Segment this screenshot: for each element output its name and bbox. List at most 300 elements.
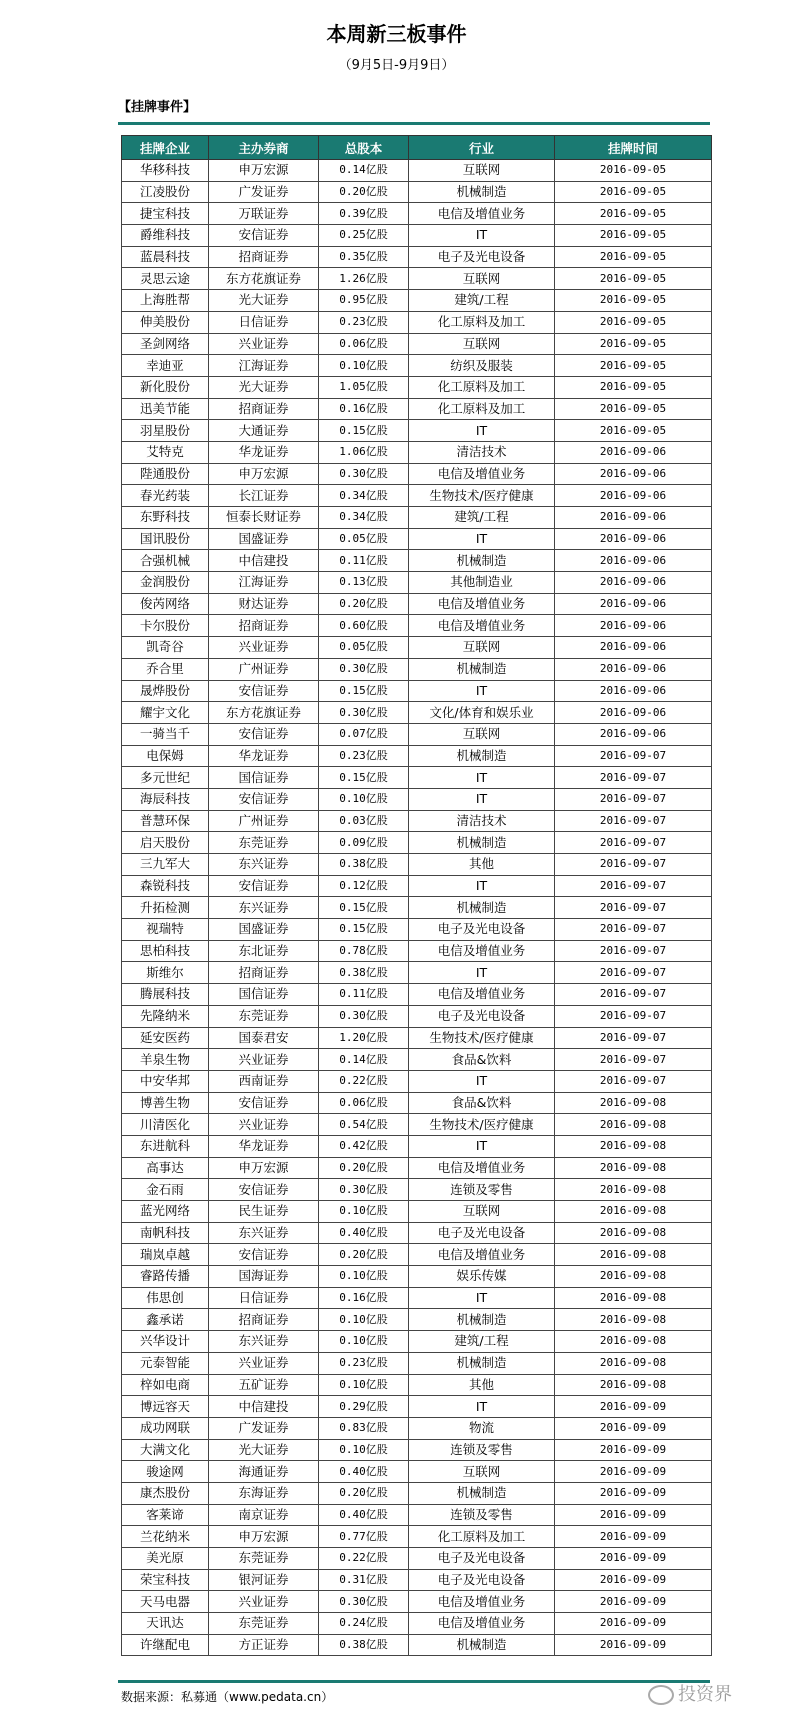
cell-date: 2016-09-08 xyxy=(555,1201,712,1223)
table-row xyxy=(122,160,712,182)
cell-date: 2016-09-05 xyxy=(555,420,712,442)
cell-company: 斯维尔 xyxy=(122,962,209,984)
table-row xyxy=(122,1396,712,1418)
cell-industry: 电子及光电设备 xyxy=(409,246,555,268)
header-company: 挂牌企业 xyxy=(122,136,209,160)
cell-industry: 机械制造 xyxy=(409,897,555,919)
cell-date: 2016-09-07 xyxy=(555,984,712,1006)
cell-industry: 互联网 xyxy=(409,268,555,290)
cell-industry: 互联网 xyxy=(409,1201,555,1223)
cell-date: 2016-09-05 xyxy=(555,181,712,203)
cell-date: 2016-09-07 xyxy=(555,745,712,767)
cell-broker: 招商证券 xyxy=(209,615,319,637)
table-row xyxy=(122,1374,712,1396)
table-row xyxy=(122,1461,712,1483)
table-row xyxy=(122,355,712,377)
cell-shares: 0.30亿股 xyxy=(319,1005,409,1027)
cell-shares: 0.40亿股 xyxy=(319,1504,409,1526)
cell-shares: 0.06亿股 xyxy=(319,333,409,355)
cell-broker: 招商证券 xyxy=(209,246,319,268)
cell-shares: 0.60亿股 xyxy=(319,615,409,637)
table-row xyxy=(122,897,712,919)
cell-date: 2016-09-05 xyxy=(555,160,712,182)
cell-date: 2016-09-06 xyxy=(555,463,712,485)
cell-industry: 电子及光电设备 xyxy=(409,1548,555,1570)
cell-company: 大满文化 xyxy=(122,1439,209,1461)
cell-date: 2016-09-05 xyxy=(555,268,712,290)
cell-shares: 0.11亿股 xyxy=(319,550,409,572)
table-row xyxy=(122,1027,712,1049)
cell-broker: 兴业证券 xyxy=(209,333,319,355)
cell-broker: 国信证券 xyxy=(209,984,319,1006)
cell-broker: 光大证券 xyxy=(209,290,319,312)
table-row xyxy=(122,203,712,225)
cell-shares: 0.03亿股 xyxy=(319,810,409,832)
cell-company: 江凌股份 xyxy=(122,181,209,203)
cell-date: 2016-09-07 xyxy=(555,810,712,832)
cell-shares: 0.05亿股 xyxy=(319,637,409,659)
table-row xyxy=(122,702,712,724)
cell-date: 2016-09-06 xyxy=(555,658,712,680)
cell-shares: 0.15亿股 xyxy=(319,919,409,941)
cell-industry: 其他 xyxy=(409,1374,555,1396)
cell-shares: 0.20亿股 xyxy=(319,181,409,203)
cell-date: 2016-09-09 xyxy=(555,1591,712,1613)
table-row xyxy=(122,1504,712,1526)
cell-shares: 0.34亿股 xyxy=(319,485,409,507)
cell-shares: 0.24亿股 xyxy=(319,1613,409,1635)
cell-shares: 0.30亿股 xyxy=(319,658,409,680)
cell-industry: 连锁及零售 xyxy=(409,1504,555,1526)
cell-industry: 电信及增值业务 xyxy=(409,1244,555,1266)
cell-company: 启天股份 xyxy=(122,832,209,854)
cell-shares: 0.15亿股 xyxy=(319,420,409,442)
cell-broker: 长江证券 xyxy=(209,485,319,507)
cell-company: 蓝晨科技 xyxy=(122,246,209,268)
cell-broker: 广发证券 xyxy=(209,181,319,203)
cell-broker: 西南证券 xyxy=(209,1070,319,1092)
cell-date: 2016-09-06 xyxy=(555,615,712,637)
table-row xyxy=(122,962,712,984)
cell-industry: IT xyxy=(409,962,555,984)
cell-broker: 广州证券 xyxy=(209,658,319,680)
cell-shares: 1.20亿股 xyxy=(319,1027,409,1049)
table-row xyxy=(122,940,712,962)
table-row xyxy=(122,1352,712,1374)
cell-company: 博善生物 xyxy=(122,1092,209,1114)
table-row xyxy=(122,832,712,854)
cell-shares: 0.29亿股 xyxy=(319,1396,409,1418)
cell-date: 2016-09-09 xyxy=(555,1504,712,1526)
cell-date: 2016-09-05 xyxy=(555,333,712,355)
table-row xyxy=(122,398,712,420)
cell-company: 春光药装 xyxy=(122,485,209,507)
cell-shares: 0.14亿股 xyxy=(319,160,409,182)
table-row xyxy=(122,311,712,333)
cell-company: 兰花纳米 xyxy=(122,1526,209,1548)
cell-broker: 东兴证券 xyxy=(209,854,319,876)
table-row xyxy=(122,1526,712,1548)
cell-industry: IT xyxy=(409,1396,555,1418)
table-row xyxy=(122,1092,712,1114)
cell-date: 2016-09-07 xyxy=(555,1027,712,1049)
cell-date: 2016-09-06 xyxy=(555,680,712,702)
cell-broker: 华龙证券 xyxy=(209,745,319,767)
cell-industry: 机械制造 xyxy=(409,1352,555,1374)
watermark xyxy=(648,1680,732,1706)
cell-date: 2016-09-06 xyxy=(555,485,712,507)
cell-company: 博远容天 xyxy=(122,1396,209,1418)
cell-industry: 互联网 xyxy=(409,333,555,355)
cell-date: 2016-09-09 xyxy=(555,1613,712,1635)
cell-shares: 0.39亿股 xyxy=(319,203,409,225)
cell-date: 2016-09-08 xyxy=(555,1092,712,1114)
cell-industry: 纺织及服装 xyxy=(409,355,555,377)
cell-company: 骏途网 xyxy=(122,1461,209,1483)
section-label: 【挂牌事件】 xyxy=(118,100,197,115)
cell-company: 凯奇谷 xyxy=(122,637,209,659)
cell-industry: 电子及光电设备 xyxy=(409,1569,555,1591)
cell-company: 合强机械 xyxy=(122,550,209,572)
cell-industry: 电子及光电设备 xyxy=(409,1222,555,1244)
cell-industry: 电信及增值业务 xyxy=(409,940,555,962)
cell-company: 三九军大 xyxy=(122,854,209,876)
table-row xyxy=(122,984,712,1006)
cell-broker: 招商证券 xyxy=(209,398,319,420)
cell-date: 2016-09-07 xyxy=(555,767,712,789)
cell-date: 2016-09-06 xyxy=(555,702,712,724)
cell-shares: 0.23亿股 xyxy=(319,311,409,333)
cell-company: 俊芮网络 xyxy=(122,593,209,615)
cell-company: 晟烨股份 xyxy=(122,680,209,702)
cell-shares: 0.07亿股 xyxy=(319,723,409,745)
table-row xyxy=(122,680,712,702)
table-row xyxy=(122,376,712,398)
page-subtitle: （9月5日-9月9日） xyxy=(338,58,455,73)
cell-industry: IT xyxy=(409,788,555,810)
cell-broker: 中信建投 xyxy=(209,1396,319,1418)
watermark-text: 投资界 xyxy=(678,1684,732,1705)
cell-broker: 安信证券 xyxy=(209,1179,319,1201)
cell-shares: 0.38亿股 xyxy=(319,1634,409,1656)
cell-date: 2016-09-06 xyxy=(555,528,712,550)
cell-date: 2016-09-07 xyxy=(555,1005,712,1027)
table-row xyxy=(122,723,712,745)
cell-date: 2016-09-05 xyxy=(555,290,712,312)
cell-shares: 0.38亿股 xyxy=(319,854,409,876)
cell-broker: 兴业证券 xyxy=(209,1352,319,1374)
cell-industry: 电信及增值业务 xyxy=(409,615,555,637)
table-row xyxy=(122,1439,712,1461)
cell-broker: 安信证券 xyxy=(209,788,319,810)
cell-shares: 0.10亿股 xyxy=(319,1201,409,1223)
table-row xyxy=(122,593,712,615)
cell-shares: 0.16亿股 xyxy=(319,398,409,420)
cell-broker: 恒泰长财证券 xyxy=(209,507,319,529)
cell-broker: 大通证券 xyxy=(209,420,319,442)
table-row xyxy=(122,290,712,312)
cell-industry: 机械制造 xyxy=(409,745,555,767)
cell-industry: 机械制造 xyxy=(409,181,555,203)
cell-industry: 食品&饮料 xyxy=(409,1092,555,1114)
table-row xyxy=(122,615,712,637)
cell-broker: 安信证券 xyxy=(209,225,319,247)
cell-company: 海辰科技 xyxy=(122,788,209,810)
cell-industry: 建筑/工程 xyxy=(409,290,555,312)
cell-date: 2016-09-09 xyxy=(555,1482,712,1504)
cell-broker: 招商证券 xyxy=(209,1309,319,1331)
table-row xyxy=(122,441,712,463)
cell-company: 南帆科技 xyxy=(122,1222,209,1244)
cell-broker: 日信证券 xyxy=(209,311,319,333)
header-shares: 总股本 xyxy=(319,136,409,160)
cell-broker: 银河证券 xyxy=(209,1569,319,1591)
cell-broker: 国盛证券 xyxy=(209,919,319,941)
table-row xyxy=(122,420,712,442)
cell-date: 2016-09-07 xyxy=(555,832,712,854)
listing-table xyxy=(121,135,712,1656)
cell-industry: IT xyxy=(409,1287,555,1309)
cell-date: 2016-09-07 xyxy=(555,1070,712,1092)
cell-broker: 安信证券 xyxy=(209,680,319,702)
cell-company: 视瑞特 xyxy=(122,919,209,941)
cell-company: 瑞岚卓越 xyxy=(122,1244,209,1266)
table-row xyxy=(122,1309,712,1331)
cell-shares: 0.35亿股 xyxy=(319,246,409,268)
cell-shares: 0.34亿股 xyxy=(319,507,409,529)
cell-shares: 0.15亿股 xyxy=(319,680,409,702)
cell-industry: IT xyxy=(409,528,555,550)
cell-broker: 广州证券 xyxy=(209,810,319,832)
cell-broker: 申万宏源 xyxy=(209,1526,319,1548)
cell-industry: 互联网 xyxy=(409,1461,555,1483)
cell-company: 卡尔股份 xyxy=(122,615,209,637)
cell-industry: 清洁技术 xyxy=(409,441,555,463)
cell-company: 羊泉生物 xyxy=(122,1049,209,1071)
cell-company: 延安医药 xyxy=(122,1027,209,1049)
cell-shares: 0.23亿股 xyxy=(319,1352,409,1374)
cell-date: 2016-09-06 xyxy=(555,723,712,745)
cell-broker: 光大证券 xyxy=(209,376,319,398)
cell-broker: 申万宏源 xyxy=(209,1157,319,1179)
table-row xyxy=(122,1613,712,1635)
cell-shares: 0.20亿股 xyxy=(319,1482,409,1504)
table-row xyxy=(122,485,712,507)
cell-company: 普慧环保 xyxy=(122,810,209,832)
cell-broker: 安信证券 xyxy=(209,875,319,897)
table-row xyxy=(122,875,712,897)
cell-shares: 0.38亿股 xyxy=(319,962,409,984)
cell-company: 电保姆 xyxy=(122,745,209,767)
cell-company: 灵思云途 xyxy=(122,268,209,290)
cell-date: 2016-09-07 xyxy=(555,1049,712,1071)
table-row xyxy=(122,658,712,680)
cell-company: 天马电器 xyxy=(122,1591,209,1613)
cell-broker: 兴业证券 xyxy=(209,1114,319,1136)
source-note: 数据来源：私募通（www.pedata.cn） xyxy=(121,1690,334,1704)
table-row xyxy=(122,1591,712,1613)
cell-industry: 电信及增值业务 xyxy=(409,1613,555,1635)
cell-broker: 招商证券 xyxy=(209,962,319,984)
cell-shares: 0.10亿股 xyxy=(319,1374,409,1396)
cell-industry: 机械制造 xyxy=(409,658,555,680)
cell-industry: 连锁及零售 xyxy=(409,1439,555,1461)
cell-broker: 财达证券 xyxy=(209,593,319,615)
cell-company: 伟思创 xyxy=(122,1287,209,1309)
cell-industry: 生物技术/医疗健康 xyxy=(409,1027,555,1049)
cell-shares: 0.13亿股 xyxy=(319,572,409,594)
cell-date: 2016-09-06 xyxy=(555,441,712,463)
cell-date: 2016-09-09 xyxy=(555,1461,712,1483)
cell-broker: 方正证券 xyxy=(209,1634,319,1656)
cell-broker: 中信建投 xyxy=(209,550,319,572)
cell-industry: 电信及增值业务 xyxy=(409,203,555,225)
table-row xyxy=(122,1266,712,1288)
cell-shares: 0.10亿股 xyxy=(319,1309,409,1331)
cell-date: 2016-09-05 xyxy=(555,355,712,377)
cell-company: 新化股份 xyxy=(122,376,209,398)
cell-shares: 0.78亿股 xyxy=(319,940,409,962)
cell-date: 2016-09-08 xyxy=(555,1135,712,1157)
cell-company: 先隆纳米 xyxy=(122,1005,209,1027)
cell-broker: 东兴证券 xyxy=(209,897,319,919)
table-row xyxy=(122,1179,712,1201)
cell-broker: 东兴证券 xyxy=(209,1331,319,1353)
cell-shares: 0.23亿股 xyxy=(319,745,409,767)
cell-date: 2016-09-08 xyxy=(555,1374,712,1396)
table-row xyxy=(122,1244,712,1266)
cell-broker: 江海证券 xyxy=(209,355,319,377)
cell-company: 金石雨 xyxy=(122,1179,209,1201)
cell-company: 陛通股份 xyxy=(122,463,209,485)
cell-shares: 0.10亿股 xyxy=(319,1331,409,1353)
cell-company: 川清医化 xyxy=(122,1114,209,1136)
cell-industry: 互联网 xyxy=(409,637,555,659)
table-row xyxy=(122,1222,712,1244)
cell-broker: 民生证券 xyxy=(209,1201,319,1223)
cell-industry: 连锁及零售 xyxy=(409,1179,555,1201)
cell-date: 2016-09-07 xyxy=(555,940,712,962)
table-body xyxy=(122,160,712,1656)
cell-industry: 食品&饮料 xyxy=(409,1049,555,1071)
cell-broker: 广发证券 xyxy=(209,1417,319,1439)
cell-shares: 0.15亿股 xyxy=(319,767,409,789)
cell-date: 2016-09-05 xyxy=(555,246,712,268)
cell-shares: 0.10亿股 xyxy=(319,1439,409,1461)
cell-broker: 国信证券 xyxy=(209,767,319,789)
cell-shares: 1.05亿股 xyxy=(319,376,409,398)
cell-date: 2016-09-07 xyxy=(555,788,712,810)
cell-company: 荣宝科技 xyxy=(122,1569,209,1591)
top-divider xyxy=(118,122,710,125)
cell-broker: 兴业证券 xyxy=(209,637,319,659)
table-row xyxy=(122,788,712,810)
table-row xyxy=(122,268,712,290)
cell-industry: 电信及增值业务 xyxy=(409,593,555,615)
table-row xyxy=(122,1331,712,1353)
cell-industry: 电信及增值业务 xyxy=(409,1591,555,1613)
cell-shares: 0.12亿股 xyxy=(319,875,409,897)
cell-broker: 安信证券 xyxy=(209,1244,319,1266)
cell-shares: 0.15亿股 xyxy=(319,897,409,919)
cell-shares: 0.40亿股 xyxy=(319,1222,409,1244)
cell-industry: IT xyxy=(409,225,555,247)
table-row xyxy=(122,919,712,941)
cell-shares: 0.95亿股 xyxy=(319,290,409,312)
cell-date: 2016-09-08 xyxy=(555,1114,712,1136)
cell-shares: 1.06亿股 xyxy=(319,441,409,463)
cell-broker: 日信证券 xyxy=(209,1287,319,1309)
table-row xyxy=(122,767,712,789)
table-row xyxy=(122,528,712,550)
cell-shares: 0.42亿股 xyxy=(319,1135,409,1157)
cell-shares: 0.31亿股 xyxy=(319,1569,409,1591)
cell-shares: 0.30亿股 xyxy=(319,463,409,485)
cell-date: 2016-09-06 xyxy=(555,550,712,572)
cell-date: 2016-09-08 xyxy=(555,1244,712,1266)
cell-industry: IT xyxy=(409,767,555,789)
cell-company: 东进航科 xyxy=(122,1135,209,1157)
cell-shares: 0.10亿股 xyxy=(319,355,409,377)
cell-date: 2016-09-07 xyxy=(555,897,712,919)
cell-company: 蓝光网络 xyxy=(122,1201,209,1223)
cell-broker: 光大证券 xyxy=(209,1439,319,1461)
cell-industry: 物流 xyxy=(409,1417,555,1439)
table-row xyxy=(122,745,712,767)
cell-shares: 0.40亿股 xyxy=(319,1461,409,1483)
cell-shares: 0.09亿股 xyxy=(319,832,409,854)
table-row xyxy=(122,1114,712,1136)
cell-shares: 0.30亿股 xyxy=(319,702,409,724)
cell-shares: 0.77亿股 xyxy=(319,1526,409,1548)
cell-date: 2016-09-09 xyxy=(555,1569,712,1591)
cell-industry: 生物技术/医疗健康 xyxy=(409,1114,555,1136)
cell-broker: 国海证券 xyxy=(209,1266,319,1288)
cell-industry: IT xyxy=(409,1135,555,1157)
cell-company: 幸迪亚 xyxy=(122,355,209,377)
cell-industry: 清洁技术 xyxy=(409,810,555,832)
table-row xyxy=(122,1157,712,1179)
cell-shares: 0.06亿股 xyxy=(319,1092,409,1114)
cell-date: 2016-09-07 xyxy=(555,962,712,984)
table-row xyxy=(122,854,712,876)
cell-date: 2016-09-08 xyxy=(555,1287,712,1309)
table-row xyxy=(122,225,712,247)
cell-date: 2016-09-06 xyxy=(555,637,712,659)
cell-industry: 娱乐传媒 xyxy=(409,1266,555,1288)
cell-broker: 东兴证券 xyxy=(209,1222,319,1244)
cell-broker: 安信证券 xyxy=(209,723,319,745)
cell-company: 多元世纪 xyxy=(122,767,209,789)
cell-date: 2016-09-05 xyxy=(555,376,712,398)
cell-industry: 机械制造 xyxy=(409,1309,555,1331)
cell-industry: 其他制造业 xyxy=(409,572,555,594)
cell-company: 成功网联 xyxy=(122,1417,209,1439)
table-row xyxy=(122,1417,712,1439)
cell-company: 金润股份 xyxy=(122,572,209,594)
table-row xyxy=(122,1482,712,1504)
cell-date: 2016-09-05 xyxy=(555,311,712,333)
cell-broker: 兴业证券 xyxy=(209,1591,319,1613)
cell-company: 爵维科技 xyxy=(122,225,209,247)
cell-broker: 万联证券 xyxy=(209,203,319,225)
cell-date: 2016-09-08 xyxy=(555,1352,712,1374)
cell-broker: 东海证券 xyxy=(209,1482,319,1504)
cell-company: 国讯股份 xyxy=(122,528,209,550)
cell-company: 高事达 xyxy=(122,1157,209,1179)
cell-date: 2016-09-07 xyxy=(555,875,712,897)
cell-company: 梓如电商 xyxy=(122,1374,209,1396)
